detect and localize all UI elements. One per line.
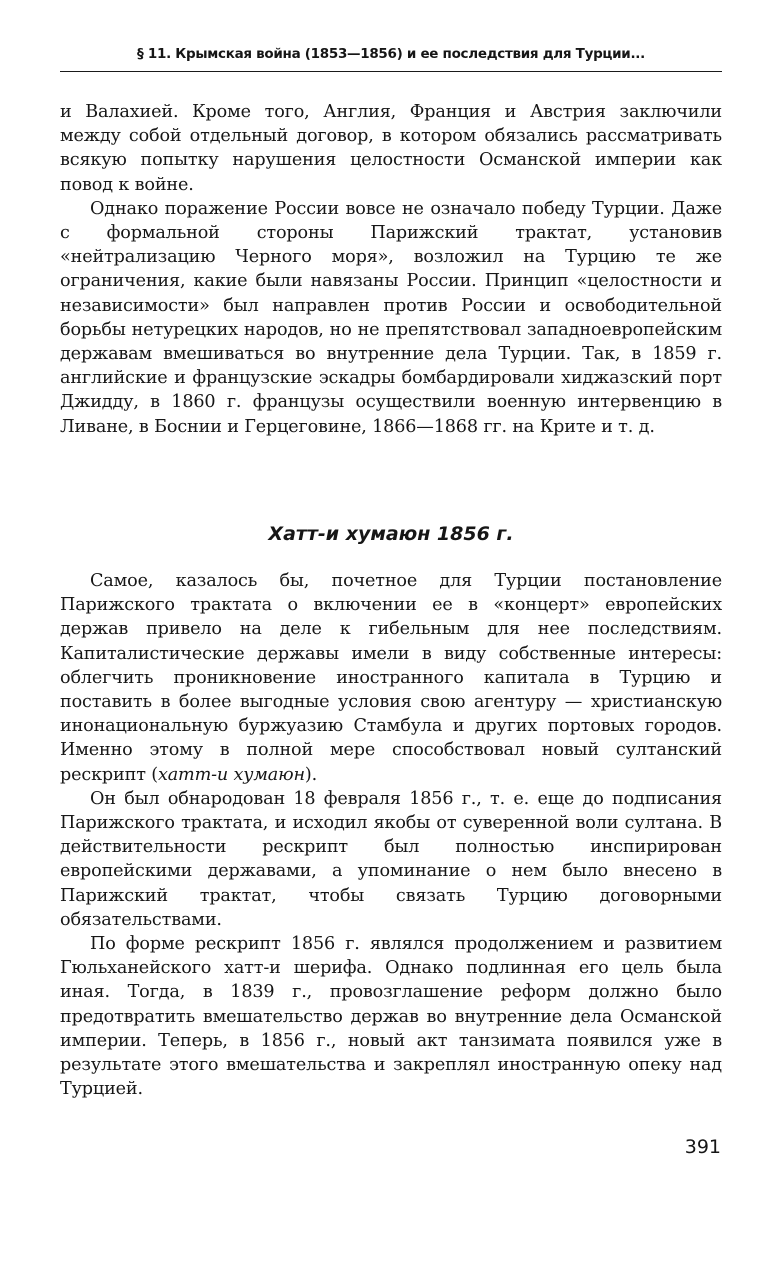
paragraph: Однако поражение России вовсе не означало победу Турции. Даже с формальной стороны Парижский трактат, установив «нейтрализацию Черного моря», возложил на Турцию те же ограничения, какие были навязаны России. Принцип «целостности и независимости» был направлен против России и освободительной борьбы нетурецких народов, но не препятствовал западноевропейским державам вмешиваться во внутренние дела Турции. Так, в 1859 г. английские и французские эскадры бомбардировали хиджазский порт Джидду, в 1860 г. французы осуществили военную интервенцию в Ливане, в Боснии и Герцеговине, 1866—1868 гг. на Крите и т. д. — [60, 198, 722, 437]
page-number: 391 — [684, 1136, 721, 1158]
paragraph: Он был обнародован 18 февраля 1856 г., т. е. еще до подписания Парижского трактата, и исходил якобы от суверенной воли султана. В действительности рескрипт был полностью инспирирован европейскими державами, а упоминание о нем было внесено в Парижский трактат, чтобы связать Турцию договорными обязательствами. — [60, 788, 722, 930]
italic-term: хатт-и хумаюн — [157, 764, 305, 785]
section-1-body — [60, 100, 722, 439]
running-header: § 11. Крымская война (1853—1856) и ее последствия для Турции... — [137, 46, 645, 62]
paragraph: По форме рескрипт 1856 г. являлся продолжением и развитием Гюльханейского хатт-и шерифа. Однако подлинная его цель была иная. Тогда, в 1839 г., провозглашение реформ должно было предотвратить вмешательство держав во внутренние дела Османской империи. Теперь, в 1856 г., новый акт танзимата появился уже в результате этого вмешательства и закреплял иностранную опеку над Турцией. — [60, 934, 722, 1100]
section-heading: Хатт-и хумаюн 1856 г. — [268, 523, 514, 545]
paragraph-text: Самое, казалось бы, почетное для Турции постановление Парижского трактата о включении ее в «концерт» европейских держав привело на деле к гибельным для нее последствиям. Капиталистические державы имели в виду собственные интересы: облегчить проникновение иностранного капитала в Турцию и поставить в более выгодные условия свою агентуру — христианскую инонациональную буржуазию Стамбула и других портовых городов. Именно этому в полной мере способствовал новый султанский рескрипт ( — [60, 571, 722, 785]
paragraph-continuation: и Валахией. Кроме того, Англия, Франция и Австрия заключили между собой отдельный договор, в котором обязались рассматривать всякую попытку нарушения целостности Османской империи как повод к войне. — [60, 102, 722, 195]
section-2-body — [60, 569, 722, 1101]
paragraph — [60, 569, 722, 787]
header-rule — [60, 71, 722, 72]
paragraph-text-end: ). — [304, 764, 318, 785]
